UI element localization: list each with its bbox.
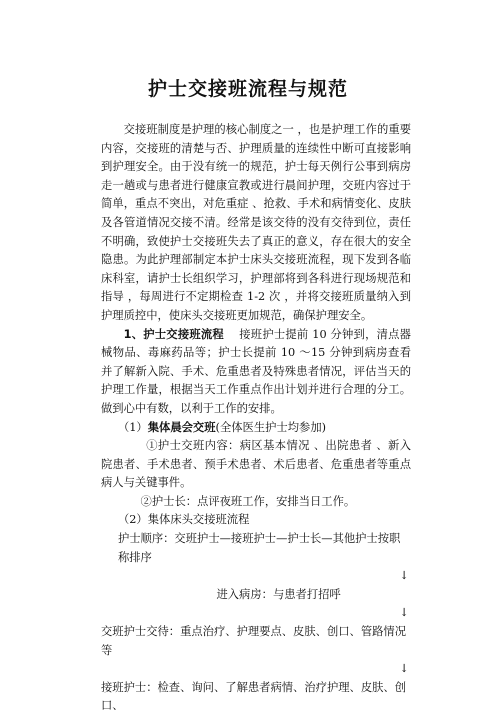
flow-step-2: 交班护士交待：重点治疗、护理要点、皮肤、创口、管路情况等 bbox=[101, 625, 407, 657]
flow-order: 护士顺序：交班护士—接班护士—护士长—其他护士按职称排序 bbox=[117, 532, 401, 564]
section-1-text: 接班护士提前 10 分钟到，清点器械物品、毒麻药品等；护士长提前 10 ～15 分钟到病房查看并了解新入院、手术、危重患者及特殊患者情况，评估当天的护理工作量，根据当天工作重点作出计划并进行合理的分工。做到心中有数，以利于工作的安排。 bbox=[101, 327, 411, 415]
section-1 bbox=[101, 326, 411, 419]
item-2: ②护士长：点评夜班工作，安排当日工作。 bbox=[140, 494, 356, 508]
flow-step-3: 接班护士：检查、询问、了解患者病情、治疗护理、皮肤、创口、 bbox=[101, 680, 407, 713]
flow-arrow-1: ↓ bbox=[399, 569, 409, 583]
intro-paragraph: 交接班制度是护理的核心制度之一 ，也是护理工作的重要内容，交接班的清楚与否、护理质量的连续性中断可直接影响到护理安全。由于没有统一的规范，护士每天例行公事到病房走一趟或与患者进行健康宣教或进行晨间护理，交班内容过于简单，重点不突出，对危重症 、抢救、手术和病情变化、皮肤及各管道情况交接不清。经常是该交待的没有交待到位，责任不明确，致使护士交接班失去了真正的意义，存在很大的安全隐患。为此护理部制定本护士床头交接班流程，现下发到各临床科室，请护士长组织学习，护理部将到各科进行现场规范和指导 ，每周进行不定期检查 1-2 次 ，并将交接班质量纳入到护理质控中，使床头交接班更加规范，确保护理安全。 bbox=[101, 123, 411, 322]
subsection-1-note: (全体医生护士均参加) bbox=[215, 420, 327, 434]
flow-arrow-2: ↓ bbox=[399, 606, 409, 620]
subsection-1-heading: 集体晨会交班 bbox=[147, 420, 216, 434]
document-body bbox=[101, 121, 411, 716]
page-title: 护士交接班流程与规范 bbox=[147, 78, 348, 100]
section-1-heading: 1、护士交接班流程 bbox=[123, 327, 224, 341]
subsection-1-number: （1） bbox=[117, 420, 148, 434]
subsection-1 bbox=[101, 419, 411, 438]
flow-arrow-3: ↓ bbox=[399, 662, 409, 676]
subsection-2: （2）集体床头交接班流程 bbox=[117, 513, 250, 527]
item-1: ①护士交班内容：病区基本情况 、出院患者 、新入院患者、手术患者、预手术患者、术后患者、危重患者等重点病人与关键事件。 bbox=[101, 439, 411, 490]
flow-step-1: 进入病房：与患者打招呼 bbox=[216, 587, 341, 601]
